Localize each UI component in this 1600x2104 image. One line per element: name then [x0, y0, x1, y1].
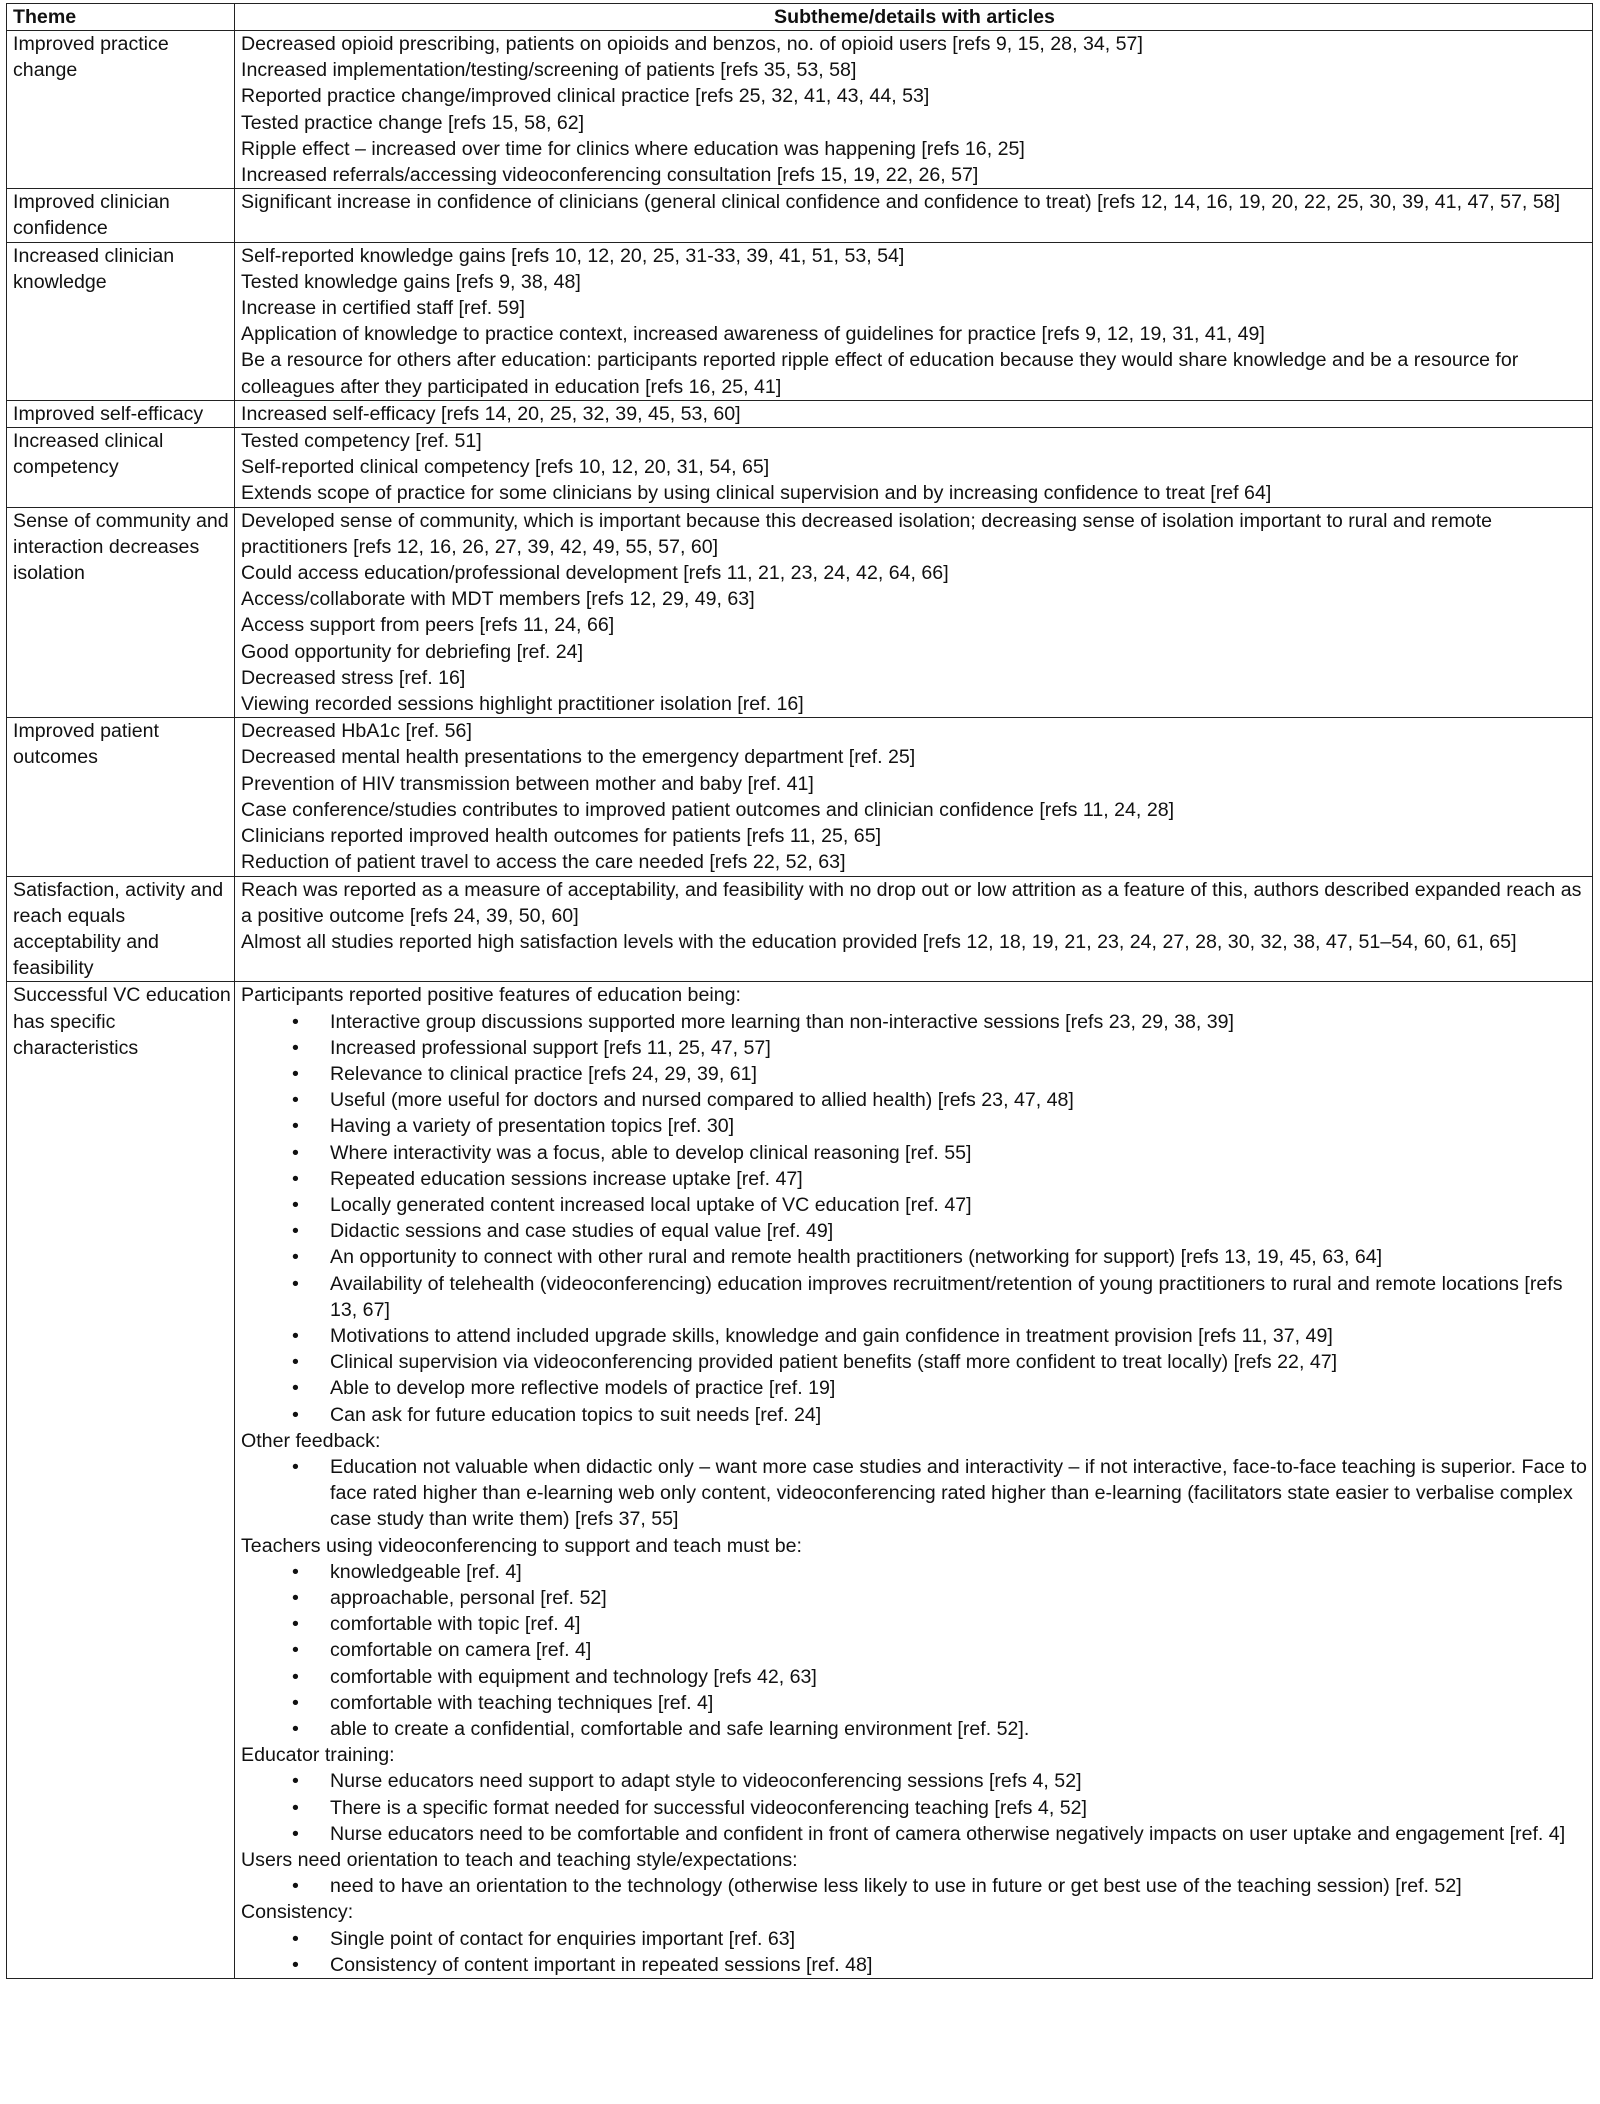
theme-cell: Increased clinician knowledge: [7, 242, 235, 400]
table-row: [7, 428, 1593, 508]
detail-line: Increase in certified staff [ref. 59]: [241, 297, 525, 320]
bullet-item: • comfortable with teaching techniques [ref. 4]: [330, 1690, 1588, 1716]
bullet-list: [241, 1559, 1588, 1742]
details-cell: [235, 31, 1593, 189]
bullet-item: • Clinical supervision via videoconferencing provided patient benefits (staff more confident to treat locally) [refs 22, 47]: [330, 1349, 1588, 1375]
detail-line: Increased self-efficacy [refs 14, 20, 25, 32, 39, 45, 53, 60]: [241, 402, 741, 425]
detail-line: Viewing recorded sessions highlight practitioner isolation [ref. 16]: [241, 693, 804, 716]
theme-cell: Sense of community and interaction decreases isolation: [7, 507, 235, 718]
bullet-item: • Nurse educators need support to adapt style to videoconferencing sessions [refs 4, 52]: [330, 1768, 1588, 1794]
group-label: Teachers using videoconferencing to support and teach must be:: [241, 1534, 802, 1557]
bullet-list: [241, 1454, 1588, 1533]
details-cell: [235, 718, 1593, 876]
detail-line: Access support from peers [refs 11, 24, 66]: [241, 614, 615, 637]
detail-line: Decreased stress [ref. 16]: [241, 666, 466, 689]
detail-line: Tested knowledge gains [refs 9, 38, 48]: [241, 270, 581, 293]
bullet-item: • Interactive group discussions supported more learning than non-interactive sessions [refs 23, 29, 38, 39]: [330, 1009, 1588, 1035]
bullet-item: • Education not valuable when didactic only – want more case studies and interactivity – if not interactive, face-to-face teaching is superior. Face to face rated higher than e-learning web only content, videoconferencing rated higher than e-learning (facilitators state easier to verbalise complex case study than write them) [refs 37, 55]: [330, 1454, 1588, 1533]
detail-line: Self-reported knowledge gains [refs 10, 12, 20, 25, 31-33, 39, 41, 51, 53, 54]: [241, 244, 905, 267]
bullet-item: • Locally generated content increased local uptake of VC education [ref. 47]: [330, 1192, 1588, 1218]
group-label: Consistency:: [241, 1901, 354, 1924]
bullet-item: • There is a specific format needed for successful videoconferencing teaching [refs 4, 52]: [330, 1795, 1588, 1821]
detail-line: Decreased opioid prescribing, patients on opioids and benzos, no. of opioid users [refs 9, 15, 28, 34, 57]: [241, 33, 1143, 55]
detail-line: Reach was reported as a measure of acceptability, and feasibility with no drop out or low attrition as a feature of this, authors described expanded reach as a positive outcome [refs 24, 39, 50, 60]: [241, 878, 1582, 927]
detail-line: Case conference/studies contributes to improved patient outcomes and clinician confidence [refs 11, 24, 28]: [241, 798, 1175, 821]
details-cell: [235, 400, 1593, 427]
theme-cell: Successful VC education has specific characteristics: [7, 982, 235, 1979]
table-row: [7, 31, 1593, 189]
detail-line: Access/collaborate with MDT members [refs 12, 29, 49, 63]: [241, 588, 755, 611]
details-cell: [235, 876, 1593, 982]
bullet-item: • comfortable with topic [ref. 4]: [330, 1611, 1588, 1637]
table-row: [7, 982, 1593, 1979]
table-row: [7, 718, 1593, 876]
bullet-item: • Nurse educators need to be comfortable and confident in front of camera otherwise negatively impacts on user uptake and engagement [ref. 4]: [330, 1821, 1588, 1847]
detail-line: Tested competency [ref. 51]: [241, 430, 482, 453]
bullet-list: [241, 1009, 1588, 1428]
bullet-item: • Repeated education sessions increase uptake [ref. 47]: [330, 1166, 1588, 1192]
detail-line: Almost all studies reported high satisfaction levels with the education provided [refs 12, 18, 19, 21, 23, 24, 27, 28, 30, 32, 38, 47, 51–54, 60, 61, 65]: [241, 930, 1517, 953]
header-row: [7, 4, 1593, 31]
detail-line: Developed sense of community, which is important because this decreased isolation; decreasing sense of isolation important to rural and remote practitioners [refs 12, 16, 26, 27, 39, 42, 49, 55, 57, 60]: [241, 509, 1493, 558]
group-label: Educator training:: [241, 1744, 395, 1767]
detail-line: Significant increase in confidence of clinicians (general clinical confidence and confidence to treat) [refs 12, 14, 16, 19, 20, 22, 25, 30, 39, 41, 47, 57, 58]: [241, 191, 1561, 214]
bullet-item: • Relevance to clinical practice [refs 24, 29, 39, 61]: [330, 1061, 1588, 1087]
detail-line: Extends scope of practice for some clinicians by using clinical supervision and by increasing confidence to treat [ref 64]: [241, 482, 1272, 505]
bullet-item: • Having a variety of presentation topics [ref. 30]: [330, 1113, 1588, 1139]
details-cell: [235, 982, 1593, 1979]
detail-line: Decreased mental health presentations to the emergency department [ref. 25]: [241, 746, 916, 769]
detail-line: Clinicians reported improved health outcomes for patients [refs 11, 25, 65]: [241, 825, 882, 848]
bullet-list: [241, 1873, 1588, 1899]
bullet-item: • Useful (more useful for doctors and nursed compared to allied health) [refs 23, 47, 48]: [330, 1087, 1588, 1113]
bullet-item: • knowledgeable [ref. 4]: [330, 1559, 1588, 1585]
details-column-header: Subtheme/details with articles: [235, 4, 1593, 31]
bullet-item: • Motivations to attend included upgrade skills, knowledge and gain confidence in treatment provision [refs 11, 37, 49]: [330, 1323, 1588, 1349]
bullet-list: [241, 1768, 1588, 1847]
themes-table: [6, 3, 1593, 1979]
bullet-item: • comfortable with equipment and technology [refs 42, 63]: [330, 1664, 1588, 1690]
detail-line: Reduction of patient travel to access the care needed [refs 22, 52, 63]: [241, 851, 846, 874]
bullet-item: • Consistency of content important in repeated sessions [ref. 48]: [330, 1952, 1588, 1978]
bullet-item: • approachable, personal [ref. 52]: [330, 1585, 1588, 1611]
detail-line: Tested practice change [refs 15, 58, 62]: [241, 111, 585, 134]
table-row: [7, 507, 1593, 718]
theme-cell: Improved patient outcomes: [7, 718, 235, 876]
detail-line: Ripple effect – increased over time for clinics where education was happening [refs 16, 25]: [241, 137, 1025, 160]
table-row: [7, 400, 1593, 427]
detail-line: Decreased HbA1c [ref. 56]: [241, 720, 472, 743]
theme-cell: Satisfaction, activity and reach equals acceptability and feasibility: [7, 876, 235, 982]
theme-cell: Improved clinician confidence: [7, 189, 235, 242]
detail-line: Good opportunity for debriefing [ref. 24]: [241, 640, 584, 663]
detail-line: Prevention of HIV transmission between mother and baby [ref. 41]: [241, 772, 814, 795]
detail-line: Increased referrals/accessing videoconferencing consultation [refs 15, 19, 22, 26, 57]: [241, 164, 979, 187]
detail-line: Be a resource for others after education: participants reported ripple effect of education because they would share knowledge and be a resource for colleagues after they participated in education [refs 16, 25, 41]: [241, 349, 1519, 398]
bullet-item: • Where interactivity was a focus, able to develop clinical reasoning [ref. 55]: [330, 1140, 1588, 1166]
table-body: [7, 31, 1593, 1979]
bullet-item: • Availability of telehealth (videoconferencing) education improves recruitment/retention of young practitioners to rural and remote locations [refs 13, 67]: [330, 1271, 1588, 1323]
details-cell: [235, 242, 1593, 400]
themes-table-container: [6, 3, 1593, 1979]
details-cell: [235, 428, 1593, 508]
group-label: Other feedback:: [241, 1429, 381, 1452]
bullet-list: [241, 1926, 1588, 1978]
theme-cell: Increased clinical competency: [7, 428, 235, 508]
bullet-item: • Didactic sessions and case studies of equal value [ref. 49]: [330, 1218, 1588, 1244]
table-row: [7, 242, 1593, 400]
theme-cell: Improved practice change: [7, 31, 235, 189]
bullet-item: • need to have an orientation to the technology (otherwise less likely to use in future or get best use of the teaching session) [ref. 52]: [330, 1873, 1588, 1899]
detail-line: Reported practice change/improved clinical practice [refs 25, 32, 41, 43, 44, 53]: [241, 85, 930, 108]
detail-line: Application of knowledge to practice context, increased awareness of guidelines for practice [refs 9, 12, 19, 31, 41, 49]: [241, 323, 1265, 346]
table-row: [7, 876, 1593, 982]
detail-line: Increased implementation/testing/screening of patients [refs 35, 53, 58]: [241, 59, 857, 82]
group-label: Participants reported positive features of education being:: [241, 984, 741, 1007]
bullet-item: • Single point of contact for enquiries important [ref. 63]: [330, 1926, 1588, 1952]
details-cell: [235, 189, 1593, 242]
bullet-item: • An opportunity to connect with other rural and remote health practitioners (networking for support) [refs 13, 19, 45, 63, 64]: [330, 1244, 1588, 1270]
details-cell: [235, 507, 1593, 718]
detail-line: Could access education/professional development [refs 11, 21, 23, 24, 42, 64, 66]: [241, 562, 949, 585]
theme-cell: Improved self-efficacy: [7, 400, 235, 427]
group-label: Users need orientation to teach and teaching style/expectations:: [241, 1849, 798, 1872]
table-row: [7, 189, 1593, 242]
theme-column-header: Theme: [7, 4, 235, 31]
detail-line: Self-reported clinical competency [refs 10, 12, 20, 31, 54, 65]: [241, 456, 770, 479]
bullet-item: • Increased professional support [refs 11, 25, 47, 57]: [330, 1035, 1588, 1061]
bullet-item: • able to create a confidential, comfortable and safe learning environment [ref. 52].: [330, 1716, 1588, 1742]
bullet-item: • comfortable on camera [ref. 4]: [330, 1637, 1588, 1663]
bullet-item: • Can ask for future education topics to suit needs [ref. 24]: [330, 1402, 1588, 1428]
bullet-item: • Able to develop more reflective models of practice [ref. 19]: [330, 1375, 1588, 1401]
